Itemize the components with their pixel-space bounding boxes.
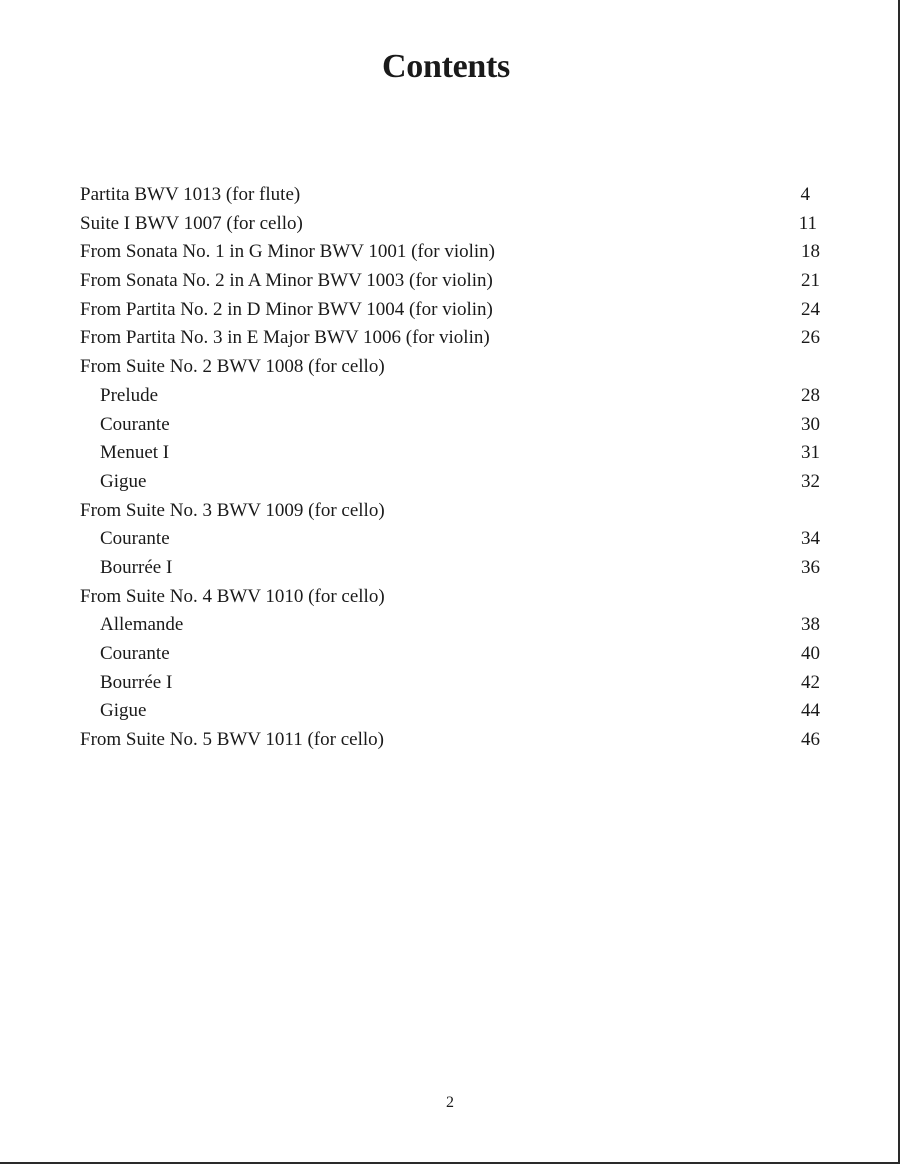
toc-entry-page: 21: [801, 270, 820, 292]
toc-entry-page: 28: [801, 384, 820, 406]
toc-entry-page: 4: [800, 184, 810, 205]
toc-subentry: [80, 640, 820, 669]
toc-subentry: [80, 525, 820, 554]
toc-entry-label: From Suite No. 3 BWV 1009 (for cello): [80, 499, 385, 521]
toc-subentry: [80, 382, 820, 411]
toc-entry-label: From Partita No. 2 in D Minor BWV 1004 (for violin): [80, 298, 493, 320]
toc-entry-page: 30: [801, 413, 820, 435]
toc-entry-label: Gigue: [100, 470, 147, 492]
toc-entry-page: 46: [801, 729, 820, 751]
toc-entry-label: Gigue: [100, 700, 147, 722]
toc-entry: [80, 210, 820, 239]
toc-entry-label: Courante: [100, 643, 170, 664]
toc-subentry: [80, 439, 820, 468]
page-number: 2: [446, 1094, 454, 1111]
toc-subentry: [80, 554, 820, 583]
toc-entry-label: From Suite No. 4 BWV 1010 (for cello): [80, 585, 385, 607]
toc-entry: [80, 324, 820, 353]
table-of-contents: [80, 181, 820, 755]
toc-entry: [80, 238, 820, 267]
toc-entry: [80, 296, 820, 325]
toc-entry-label: Prelude: [100, 384, 159, 406]
toc-subentry: [80, 611, 820, 640]
toc-entry-label: Menuet I: [100, 442, 170, 464]
toc-entry-page: 44: [801, 700, 820, 722]
toc-entry-page: 42: [801, 671, 820, 693]
toc-subentry: [80, 468, 820, 497]
toc-entry-label: From Sonata No. 2 in A Minor BWV 1003 (for violin): [80, 270, 493, 292]
toc-entry-label: From Suite No. 5 BWV 1011 (for cello): [80, 729, 384, 751]
page-title: Contents: [382, 48, 510, 85]
toc-entry-page: 24: [801, 298, 820, 320]
toc-entry-page: 36: [801, 556, 820, 578]
toc-entry-label: Courante: [100, 528, 170, 550]
toc-entry-label: Courante: [100, 413, 170, 435]
toc-section-heading: [80, 497, 820, 526]
toc-entry-label: Suite I BWV 1007 (for cello): [80, 212, 303, 234]
toc-entry-page: 26: [801, 327, 820, 349]
toc-entry-label: From Suite No. 2 BWV 1008 (for cello): [80, 356, 385, 378]
toc-section-heading: [80, 353, 820, 382]
toc-entry-label: From Partita No. 3 in E Major BWV 1006 (for violin): [80, 327, 490, 349]
toc-entry-label: Allemande: [100, 614, 184, 636]
toc-subentry: [80, 669, 820, 698]
toc-entry-label: From Sonata No. 1 in G Minor BWV 1001 (for violin): [80, 241, 495, 263]
toc-entry: [80, 267, 820, 296]
toc-entry-label: Bourrée I: [100, 671, 173, 693]
toc-entry-page: 31: [801, 442, 820, 464]
toc-entry-page: 18: [801, 241, 820, 263]
toc-entry-page: 11: [798, 212, 817, 234]
toc-entry-page: 34: [801, 528, 820, 550]
toc-entry-label: Partita BWV 1013 (for flute): [80, 184, 301, 205]
toc-entry-page: 40: [801, 643, 820, 664]
toc-entry: [80, 726, 820, 755]
toc-section-heading: [80, 583, 820, 612]
toc-entry: [80, 181, 820, 210]
toc-subentry: [80, 411, 820, 440]
toc-subentry: [80, 697, 820, 726]
toc-entry-label: Bourrée I: [100, 556, 173, 578]
toc-entry-page: 38: [801, 614, 820, 636]
toc-entry-page: 32: [801, 470, 820, 492]
